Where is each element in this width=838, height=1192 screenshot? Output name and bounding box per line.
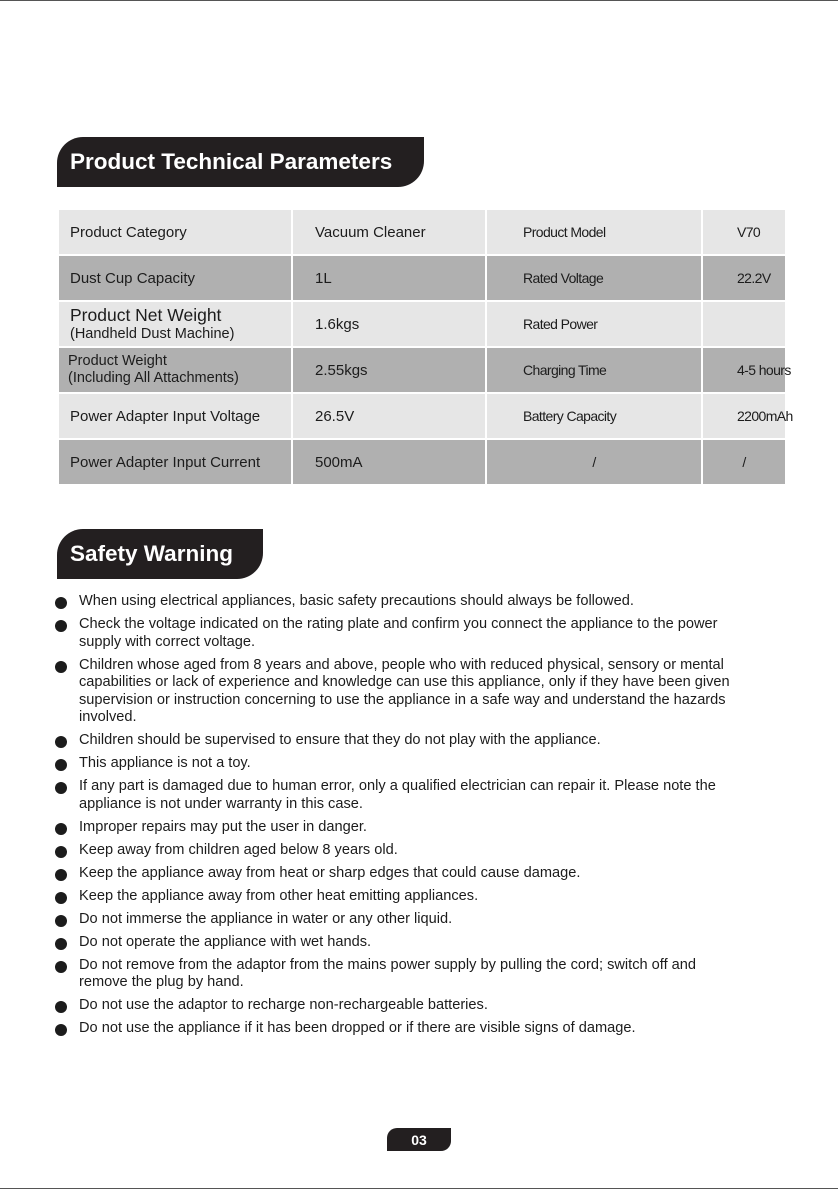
warning-text: Children should be supervised to ensure that they do not play with the appliance. [79, 732, 601, 748]
table-row [58, 347, 786, 393]
list-item [52, 732, 742, 750]
param-label-sub: (Handheld Dust Machine) [70, 326, 235, 342]
warning-text: Keep away from children aged below 8 years old. [79, 841, 398, 858]
list-item [52, 755, 742, 773]
bullet-icon [55, 597, 67, 609]
bullet-icon [55, 938, 67, 950]
warning-text: Do not use the adaptor to recharge non-rechargeable batteries. [79, 997, 488, 1013]
warning-text: Improper repairs may put the user in danger. [79, 818, 367, 835]
warning-text: Keep the appliance away from heat or sharp edges that could cause damage. [79, 864, 581, 881]
param-label: Dust Cup Capacity [58, 255, 292, 301]
warning-text: Do not remove from the adaptor from the mains power supply by pulling the cord; switch off and remove the plug by hand. [79, 956, 697, 990]
bullet-icon [55, 1001, 67, 1013]
warning-text: Do not use the appliance if it has been dropped or if there are visible signs of damage. [79, 1020, 636, 1036]
bullet-icon [55, 736, 67, 748]
warning-text: This appliance is not a toy. [79, 755, 251, 771]
bullet-icon [55, 759, 67, 771]
section-heading-safety-warning: Safety Warning [57, 529, 263, 579]
param-label: Rated Voltage [486, 255, 702, 301]
list-item [52, 934, 742, 952]
param-label: Product Weight [68, 353, 167, 369]
bullet-icon [55, 915, 67, 927]
bullet-icon [55, 823, 67, 835]
bullet-icon [55, 961, 67, 973]
param-value: Vacuum Cleaner [292, 209, 486, 255]
list-item [52, 888, 742, 906]
list-item [52, 911, 742, 929]
bullet-icon [55, 869, 67, 881]
param-label: Power Adapter Input Current [58, 439, 292, 485]
warning-text: If any part is damaged due to human error, only a qualified electrician can repair it. Please note the appliance is not under warranty in this case. [79, 778, 716, 812]
bottom-rule [0, 1188, 838, 1189]
warning-text: Keep the appliance away from other heat emitting appliances. [79, 887, 479, 904]
list-item [52, 865, 742, 883]
param-value [702, 301, 786, 347]
param-label: Charging Time [486, 347, 702, 393]
param-label-sub: (Including All Attachments) [68, 370, 239, 386]
section-heading-technical-parameters: Product Technical Parameters [57, 137, 424, 187]
safety-warning-list [52, 593, 742, 1043]
param-label: / [486, 439, 702, 485]
table-row [58, 439, 786, 485]
list-item [52, 842, 742, 860]
technical-parameters-table [57, 208, 793, 486]
param-value: 1.6kgs [292, 301, 486, 347]
table-row [58, 255, 786, 301]
list-item [52, 593, 742, 611]
list-item [52, 1020, 742, 1038]
warning-text: Children whose aged from 8 years and above, people who with reduced physical, sensory or mental capabilities or lack of experience and knowledge can use this appliance, only if they have been given supervision or instruction concerning to use the appliance in a safe way and understand the hazards involved. [79, 656, 730, 725]
list-item [52, 997, 742, 1015]
param-value: V70 [702, 209, 786, 255]
param-value: 4-5 hours [702, 347, 786, 393]
param-value: 26.5V [292, 393, 486, 439]
param-label: Rated Power [486, 301, 702, 347]
param-label: Battery Capacity [486, 393, 702, 439]
table-row [58, 393, 786, 439]
param-value: 22.2V [702, 255, 786, 301]
table-row [58, 301, 786, 347]
bullet-icon [55, 620, 67, 632]
list-item [52, 957, 742, 992]
bullet-icon [55, 892, 67, 904]
list-item [52, 819, 742, 837]
list-item [52, 616, 742, 651]
param-label: Product Model [486, 209, 702, 255]
list-item [52, 778, 742, 813]
warning-text: When using electrical appliances, basic safety precautions should always be followed. [79, 593, 634, 609]
top-rule [0, 0, 838, 1]
param-value: 2200mAh [702, 393, 786, 439]
param-label-cell [58, 347, 292, 393]
param-value: 2.55kgs [292, 347, 486, 393]
warning-text: Do not operate the appliance with wet hands. [79, 933, 372, 950]
param-label: Power Adapter Input Voltage [58, 393, 292, 439]
page-number: 03 [387, 1128, 451, 1151]
bullet-icon [55, 782, 67, 794]
list-item [52, 657, 742, 727]
table-row [58, 209, 786, 255]
bullet-icon [55, 1024, 67, 1036]
warning-text: Check the voltage indicated on the rating plate and confirm you connect the appliance to the power supply with correct voltage. [79, 616, 718, 650]
param-value: 1L [292, 255, 486, 301]
warning-text: Do not immerse the appliance in water or any other liquid. [79, 910, 453, 927]
bullet-icon [55, 846, 67, 858]
param-label: Product Category [58, 209, 292, 255]
param-value: / [702, 439, 786, 485]
param-label: Product Net Weight [70, 305, 222, 325]
param-label-cell [58, 301, 292, 347]
bullet-icon [55, 661, 67, 673]
param-value: 500mA [292, 439, 486, 485]
